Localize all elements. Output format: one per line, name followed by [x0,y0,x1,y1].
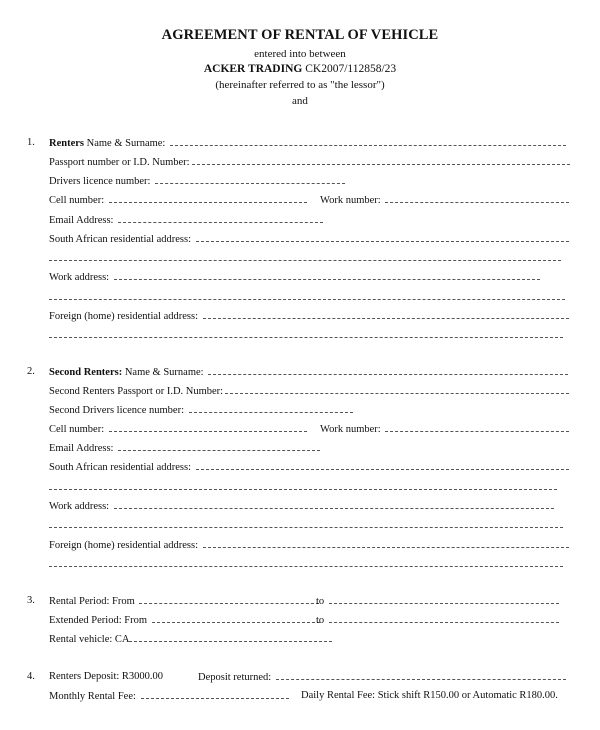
monthly-rental-label: Monthly Rental Fee: [49,691,139,702]
renters-sa-address-field-2[interactable] [49,251,561,261]
renters-passport-label: Passport number or I.D. Number: [49,157,190,168]
rental-vehicle-field[interactable] [129,632,332,642]
section-2-number: 2. [27,366,35,377]
document-title: AGREEMENT OF RENTAL OF VEHICLE [161,27,439,43]
second-renters-cell-label: Cell number: [49,424,107,435]
daily-rental-row [301,689,558,702]
second-renters-work-address-field-2[interactable] [49,518,563,528]
renters-licence-row [49,174,345,188]
renters-work-number-row [320,193,569,207]
second-renters-passport-field[interactable] [225,384,569,394]
second-renters-work-number-label: Work number: [320,424,384,435]
renters-deposit-label: Renters Deposit: R3000.00 [49,671,164,682]
extended-period-to-label: to [316,615,327,626]
second-renters-sa-address-row [49,460,569,474]
rental-period-from-field[interactable] [139,594,319,604]
section-4-number: 4. [27,671,35,682]
entered-into-text: entered into between [254,48,346,60]
renters-passport-field[interactable] [192,155,570,165]
renters-sa-address-row [49,232,569,246]
second-renters-work-number-row [320,422,569,436]
monthly-rental-row [49,689,289,703]
second-renters-foreign-address-label: Foreign (home) residential address: [49,540,201,551]
extended-period-from-field[interactable] [152,613,320,623]
second-renters-sa-address-label: South African residential address: [49,462,194,473]
extended-period-row [49,613,320,627]
second-renters-cell-field[interactable] [109,422,307,432]
renters-licence-field[interactable] [155,174,345,184]
rental-period-to-field[interactable] [329,594,559,604]
renters-work-address-label: Work address: [49,272,112,283]
renters-deposit-row [49,670,163,683]
rental-period-to-label: to [316,596,327,607]
second-renters-foreign-address-field[interactable] [203,538,569,548]
second-renters-licence-field[interactable] [189,403,353,413]
renters-heading: Renters [49,138,84,149]
renters-licence-label: Drivers licence number: [49,176,154,187]
lessor-referred-text: (hereinafter referred to as "the lessor") [215,79,385,91]
renters-work-number-label: Work number: [320,195,384,206]
rental-vehicle-label: Rental vehicle: CA [49,634,130,645]
second-renters-email-label: Email Address: [49,443,117,454]
renters-work-address-field[interactable] [114,270,540,280]
deposit-returned-field[interactable] [276,670,566,680]
second-renters-cell-row [49,422,307,436]
second-renters-sa-address-continuation [49,480,557,494]
daily-rental-label: Daily Rental Fee: Stick shift R150.00 or Automatic R180.00. [301,690,558,701]
renters-foreign-address-field[interactable] [203,309,569,319]
extended-period-label: Extended Period: From [49,615,150,626]
renters-foreign-address-field-2[interactable] [49,328,563,338]
second-renters-name-label: Name & Surname: [122,367,207,378]
renters-foreign-address-label: Foreign (home) residential address: [49,311,201,322]
renters-sa-address-continuation [49,251,561,265]
second-renters-heading: Second Renters: [49,367,123,378]
second-renters-foreign-address-field-2[interactable] [49,557,563,567]
renters-name-field[interactable] [170,136,566,146]
renters-passport-row [49,155,570,169]
second-renters-work-address-field[interactable] [114,499,554,509]
second-renters-foreign-address-row [49,538,569,552]
second-renters-work-number-field[interactable] [385,422,569,432]
renters-cell-row [49,193,307,207]
renters-sa-address-field[interactable] [196,232,569,242]
and-text: and [292,95,308,107]
second-renters-licence-label: Second Drivers licence number: [49,405,187,416]
renters-cell-label: Cell number: [49,195,107,206]
second-renters-email-row [49,441,320,455]
section-3-number: 3. [27,595,35,606]
lessor-registration: CK2007/112858/23 [302,63,397,75]
second-renters-name-field[interactable] [208,365,568,375]
renters-name-row [49,136,566,150]
rental-period-row [49,594,319,608]
renters-cell-field[interactable] [109,193,307,203]
lessor-name: ACKER TRADING [203,63,303,75]
renters-work-address-continuation [49,290,565,304]
rental-vehicle-row [49,632,332,646]
renters-work-address-field-2[interactable] [49,290,565,300]
second-renters-passport-row [49,384,569,398]
deposit-returned-label: Deposit returned: [198,672,274,683]
extended-period-to-field[interactable] [329,613,559,623]
extended-period-to-row [316,613,559,627]
second-renters-name-row [49,365,568,379]
renters-foreign-address-row [49,309,569,323]
second-renters-licence-row [49,403,353,417]
renters-name-label: Name & Surname: [84,138,168,149]
second-renters-email-field[interactable] [118,441,320,451]
renters-email-field[interactable] [118,213,323,223]
rental-period-to-row [316,594,559,608]
second-renters-work-address-row [49,499,554,513]
renters-work-number-field[interactable] [385,193,569,203]
second-renters-foreign-address-continuation [49,557,563,571]
renters-sa-address-label: South African residential address: [49,234,194,245]
renters-email-label: Email Address: [49,215,117,226]
lessor-line [0,63,600,75]
second-renters-work-address-continuation [49,518,563,532]
renters-email-row [49,213,323,227]
second-renters-sa-address-field-2[interactable] [49,480,557,490]
second-renters-passport-label: Second Renters Passport or I.D. Number: [49,386,224,397]
section-1-number: 1. [27,137,35,148]
monthly-rental-field[interactable] [141,689,289,699]
renters-foreign-address-continuation [49,328,563,342]
deposit-returned-row [198,670,566,684]
renters-work-address-row [49,270,540,284]
rental-period-label: Rental Period: From [49,596,138,607]
second-renters-work-address-label: Work address: [49,501,112,512]
second-renters-sa-address-field[interactable] [196,460,569,470]
